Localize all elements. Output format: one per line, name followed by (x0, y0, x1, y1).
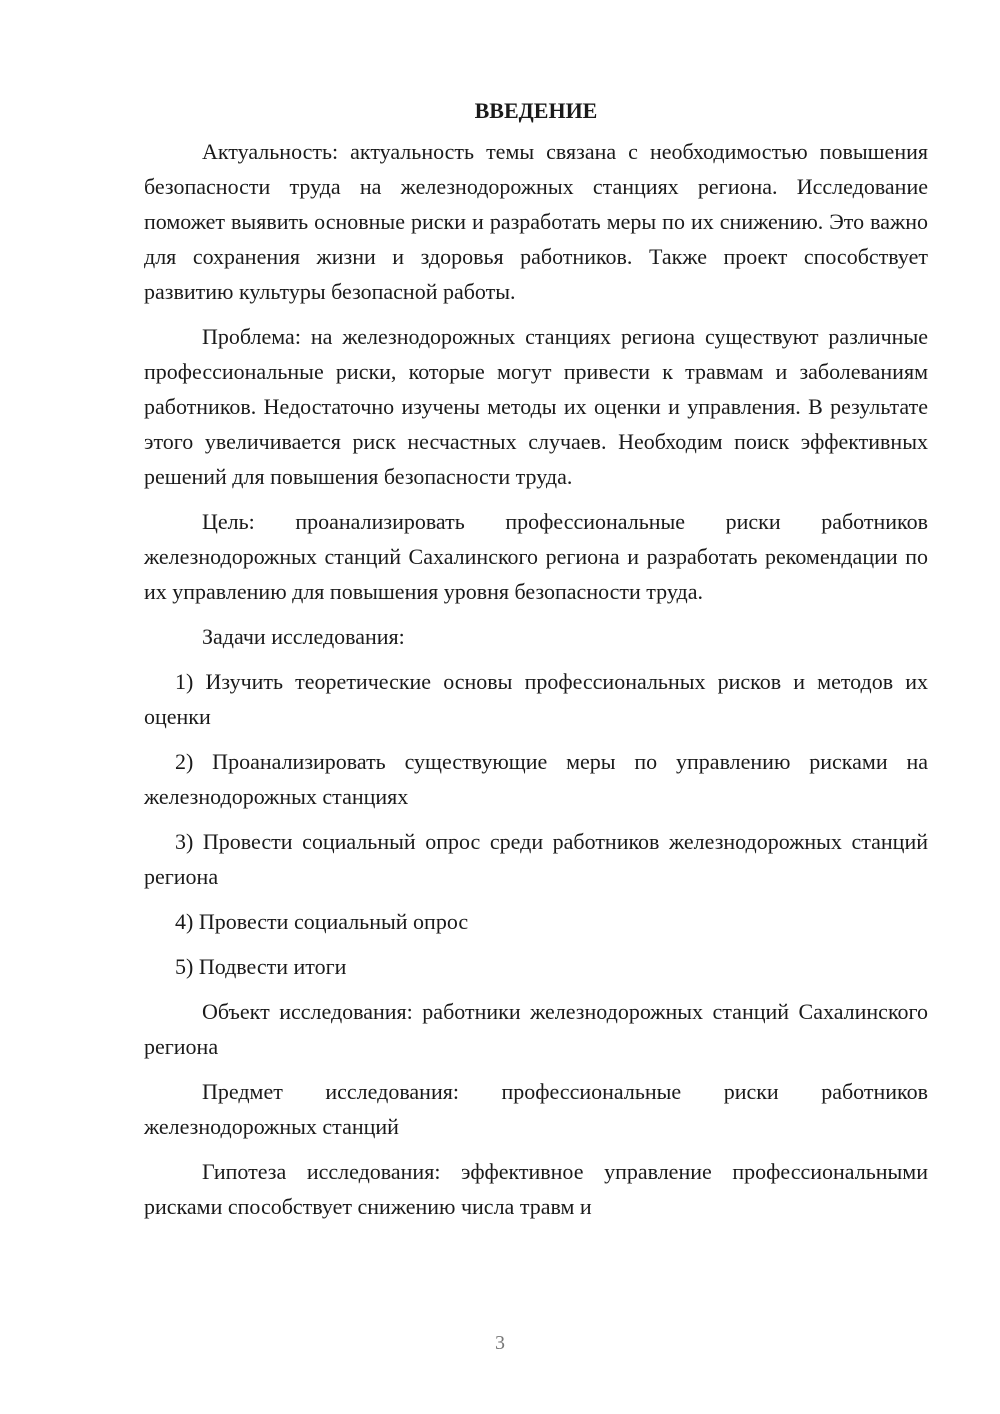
task-item-1: 1) Изучить теоретические основы профессиональных рисков и методов их оценки (144, 669, 928, 729)
task-item-4: 4) Провести социальный опрос (175, 909, 469, 934)
page-number: 3 (495, 1332, 505, 1354)
subject-paragraph: Предмет исследования: профессиональные риски работников железнодорожных станций (144, 1079, 928, 1139)
task-item-5: 5) Подвести итоги (175, 954, 347, 979)
object-paragraph: Объект исследования: работники железнодорожных станций Сахалинского региона (144, 999, 928, 1059)
page-body (144, 94, 928, 1234)
goal-paragraph: Цель: проанализировать профессиональные риски работников железнодорожных станций Сахалинского региона и разработать рекомендации по их управлению для повышения уровня безопасности труда. (144, 509, 928, 604)
relevance-paragraph: Актуальность: актуальность темы связана с необходимостью повышения безопасности труда на железнодорожных станциях региона. Исследование поможет выявить основные риски и разработать меры по их снижению. Это важно для сохранения жизни и здоровья работников. Также проект способствует развитию культуры безопасной работы. (144, 139, 928, 304)
page-title: ВВЕДЕНИЕ (474, 98, 598, 123)
problem-paragraph: Проблема: на железнодорожных станциях региона существуют различные профессиональные риски, которые могут привести к травмам и заболеваниям работников. Недостаточно изучены методы их оценки и управления. В результате этого увеличивается риск несчастных случаев. Необходим поиск эффективных решений для повышения безопасности труда. (144, 324, 928, 489)
tasks-heading: Задачи исследования: (202, 624, 405, 649)
hypothesis-paragraph: Гипотеза исследования: эффективное управление профессиональными рисками способствует снижению числа травм и (144, 1159, 928, 1219)
task-item-2: 2) Проанализировать существующие меры по управлению рисками на железнодорожных станциях (144, 749, 928, 809)
task-item-3: 3) Провести социальный опрос среди работников железнодорожных станций региона (144, 829, 928, 889)
